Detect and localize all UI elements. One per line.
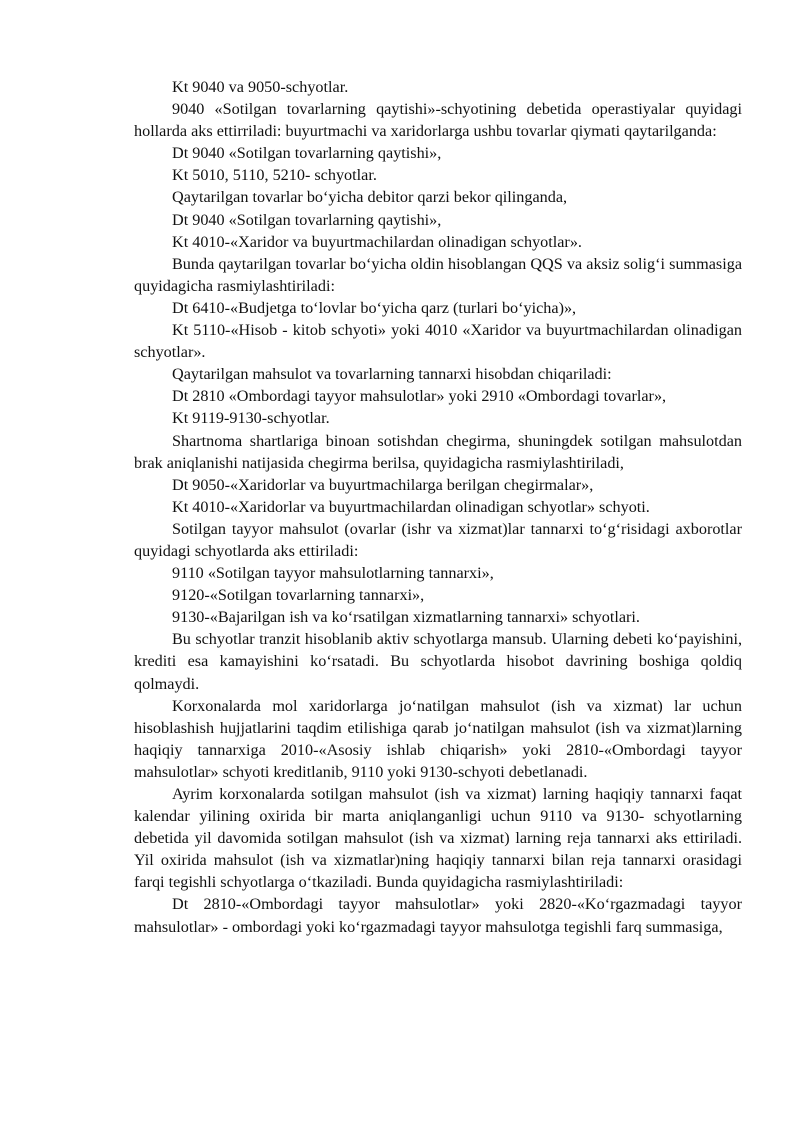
paragraph: Kt 9119-9130-schyotlar. <box>172 409 330 428</box>
paragraph: Dt 9050-«Xaridorlar va buyurtmachilarga berilgan chegirmalar», <box>172 475 594 494</box>
paragraph: Bu schyotlar tranzit hisoblanib aktiv schyotlarga mansub. Ularning debeti ko‘payishini, krediti esa kamayishini ko‘rsatadi. Bu schyotlarda hisobot davrining boshiga qoldiq qolmaydi. <box>134 630 742 693</box>
paragraph: Kt 9040 va 9050-schyotlar. <box>172 78 349 96</box>
paragraph: Kt 5110-«Hisob - kitob schyoti» yoki 4010 «Xaridor va buyurtmachilardan olinadigan schyotlar». <box>134 321 742 362</box>
paragraph: Dt 2810 «Ombordagi tayyor mahsulotlar» yoki 2910 «Ombordagi tovarlar», <box>172 387 667 406</box>
paragraph: Qaytarilgan mahsulot va tovarlarning tannarxi hisobdan chiqariladi: <box>172 365 612 384</box>
paragraph: Dt 9040 «Sotilgan tovarlarning qaytishi», <box>172 210 442 229</box>
paragraph: Dt 2810-«Ombordagi tayyor mahsulotlar» yoki 2820-«Ko‘rgazmadagi tayyor mahsulotlar» - ombordagi yoki ko‘rgazmadagi tayyor mahsulotga tegishli farq summasiga, <box>134 895 742 936</box>
paragraph: Kt 4010-«Xaridorlar va buyurtmachilardan olinadigan schyotlar» schyoti. <box>172 497 650 516</box>
paragraph: Bunda qaytarilgan tovarlar bo‘yicha oldin hisoblangan QQS va aksiz solig‘i summasiga quyidagicha rasmiylashtiriladi: <box>134 254 742 295</box>
paragraph: Dt 6410-«Budjetga to‘lovlar bo‘yicha qarz (turlari bo‘yicha)», <box>172 298 577 317</box>
paragraph: 9130-«Bajarilgan ish va ko‘rsatilgan xizmatlarning tannarxi» schyotlari. <box>172 608 640 627</box>
paragraph: 9120-«Sotilgan tovarlarning tannarxi», <box>172 586 425 605</box>
paragraph: 9110 «Sotilgan tayyor mahsulotlarning tannarxi», <box>172 564 494 583</box>
paragraph: Shartnoma shartlariga binoan sotishdan chegirma, shuningdek sotilgan mahsulotdan brak aniqlanishi natijasida chegirma berilsa, quyidagicha rasmiylashtiriladi, <box>134 431 742 472</box>
paragraph: Kt 4010-«Xaridor va buyurtmachilardan olinadigan schyotlar». <box>172 232 582 251</box>
paragraph: Dt 9040 «Sotilgan tovarlarning qaytishi», <box>172 144 442 163</box>
paragraph: Sotilgan tayyor mahsulot (ovarlar (ishr va xizmat)lar tannarxi to‘g‘risidagi axborotlar quyidagi schyotlarda aks ettiriladi: <box>134 519 742 560</box>
paragraph: Korxonalarda mol xaridorlarga jo‘natilgan mahsulot (ish va xizmat) lar uchun hisoblashish hujjatlarini taqdim etilishiga qarab jo‘natilgan mahsulot (ish va xizmat)larning haqiqiy tannarxiga 2010-«Asosiy ishlab chiqarish» yoki 2810-«Ombordagi tayyor mahsulotlar» schyoti kreditlanib, 9110 yoki 9130-schyoti debetlanadi. <box>134 696 742 781</box>
document-body <box>134 76 742 938</box>
paragraph: Qaytarilgan tovarlar bo‘yicha debitor qarzi bekor qilinganda, <box>172 188 568 207</box>
paragraph: Kt 5010, 5110, 5210- schyotlar. <box>172 166 377 185</box>
paragraph: Ayrim korxonalarda sotilgan mahsulot (ish va xizmat) larning haqiqiy tannarxi faqat kalendar yilining oxirida bir marta aniqlanganligi uchun 9110 va 9130- schyotlarning debetida yil davomida sotilgan mahsulot (ish va xizmat) larning reja tannarxi aks ettiriladi. Yil oxirida mahsulot (ish va xizmatlar)ning haqiqiy tannarxi bilan reja tannarxi orasidagi farqi tegishli schyotlarga o‘tkaziladi. Bunda quyidagicha rasmiylashtiriladi: <box>134 785 742 892</box>
paragraph: 9040 «Sotilgan tovarlarning qaytishi»-schyotining debetida operastiyalar quyidagi hollarda aks ettirriladi: buyurtmachi va xaridorlarga ushbu tovarlar qiymati qaytarilganda: <box>134 100 742 141</box>
